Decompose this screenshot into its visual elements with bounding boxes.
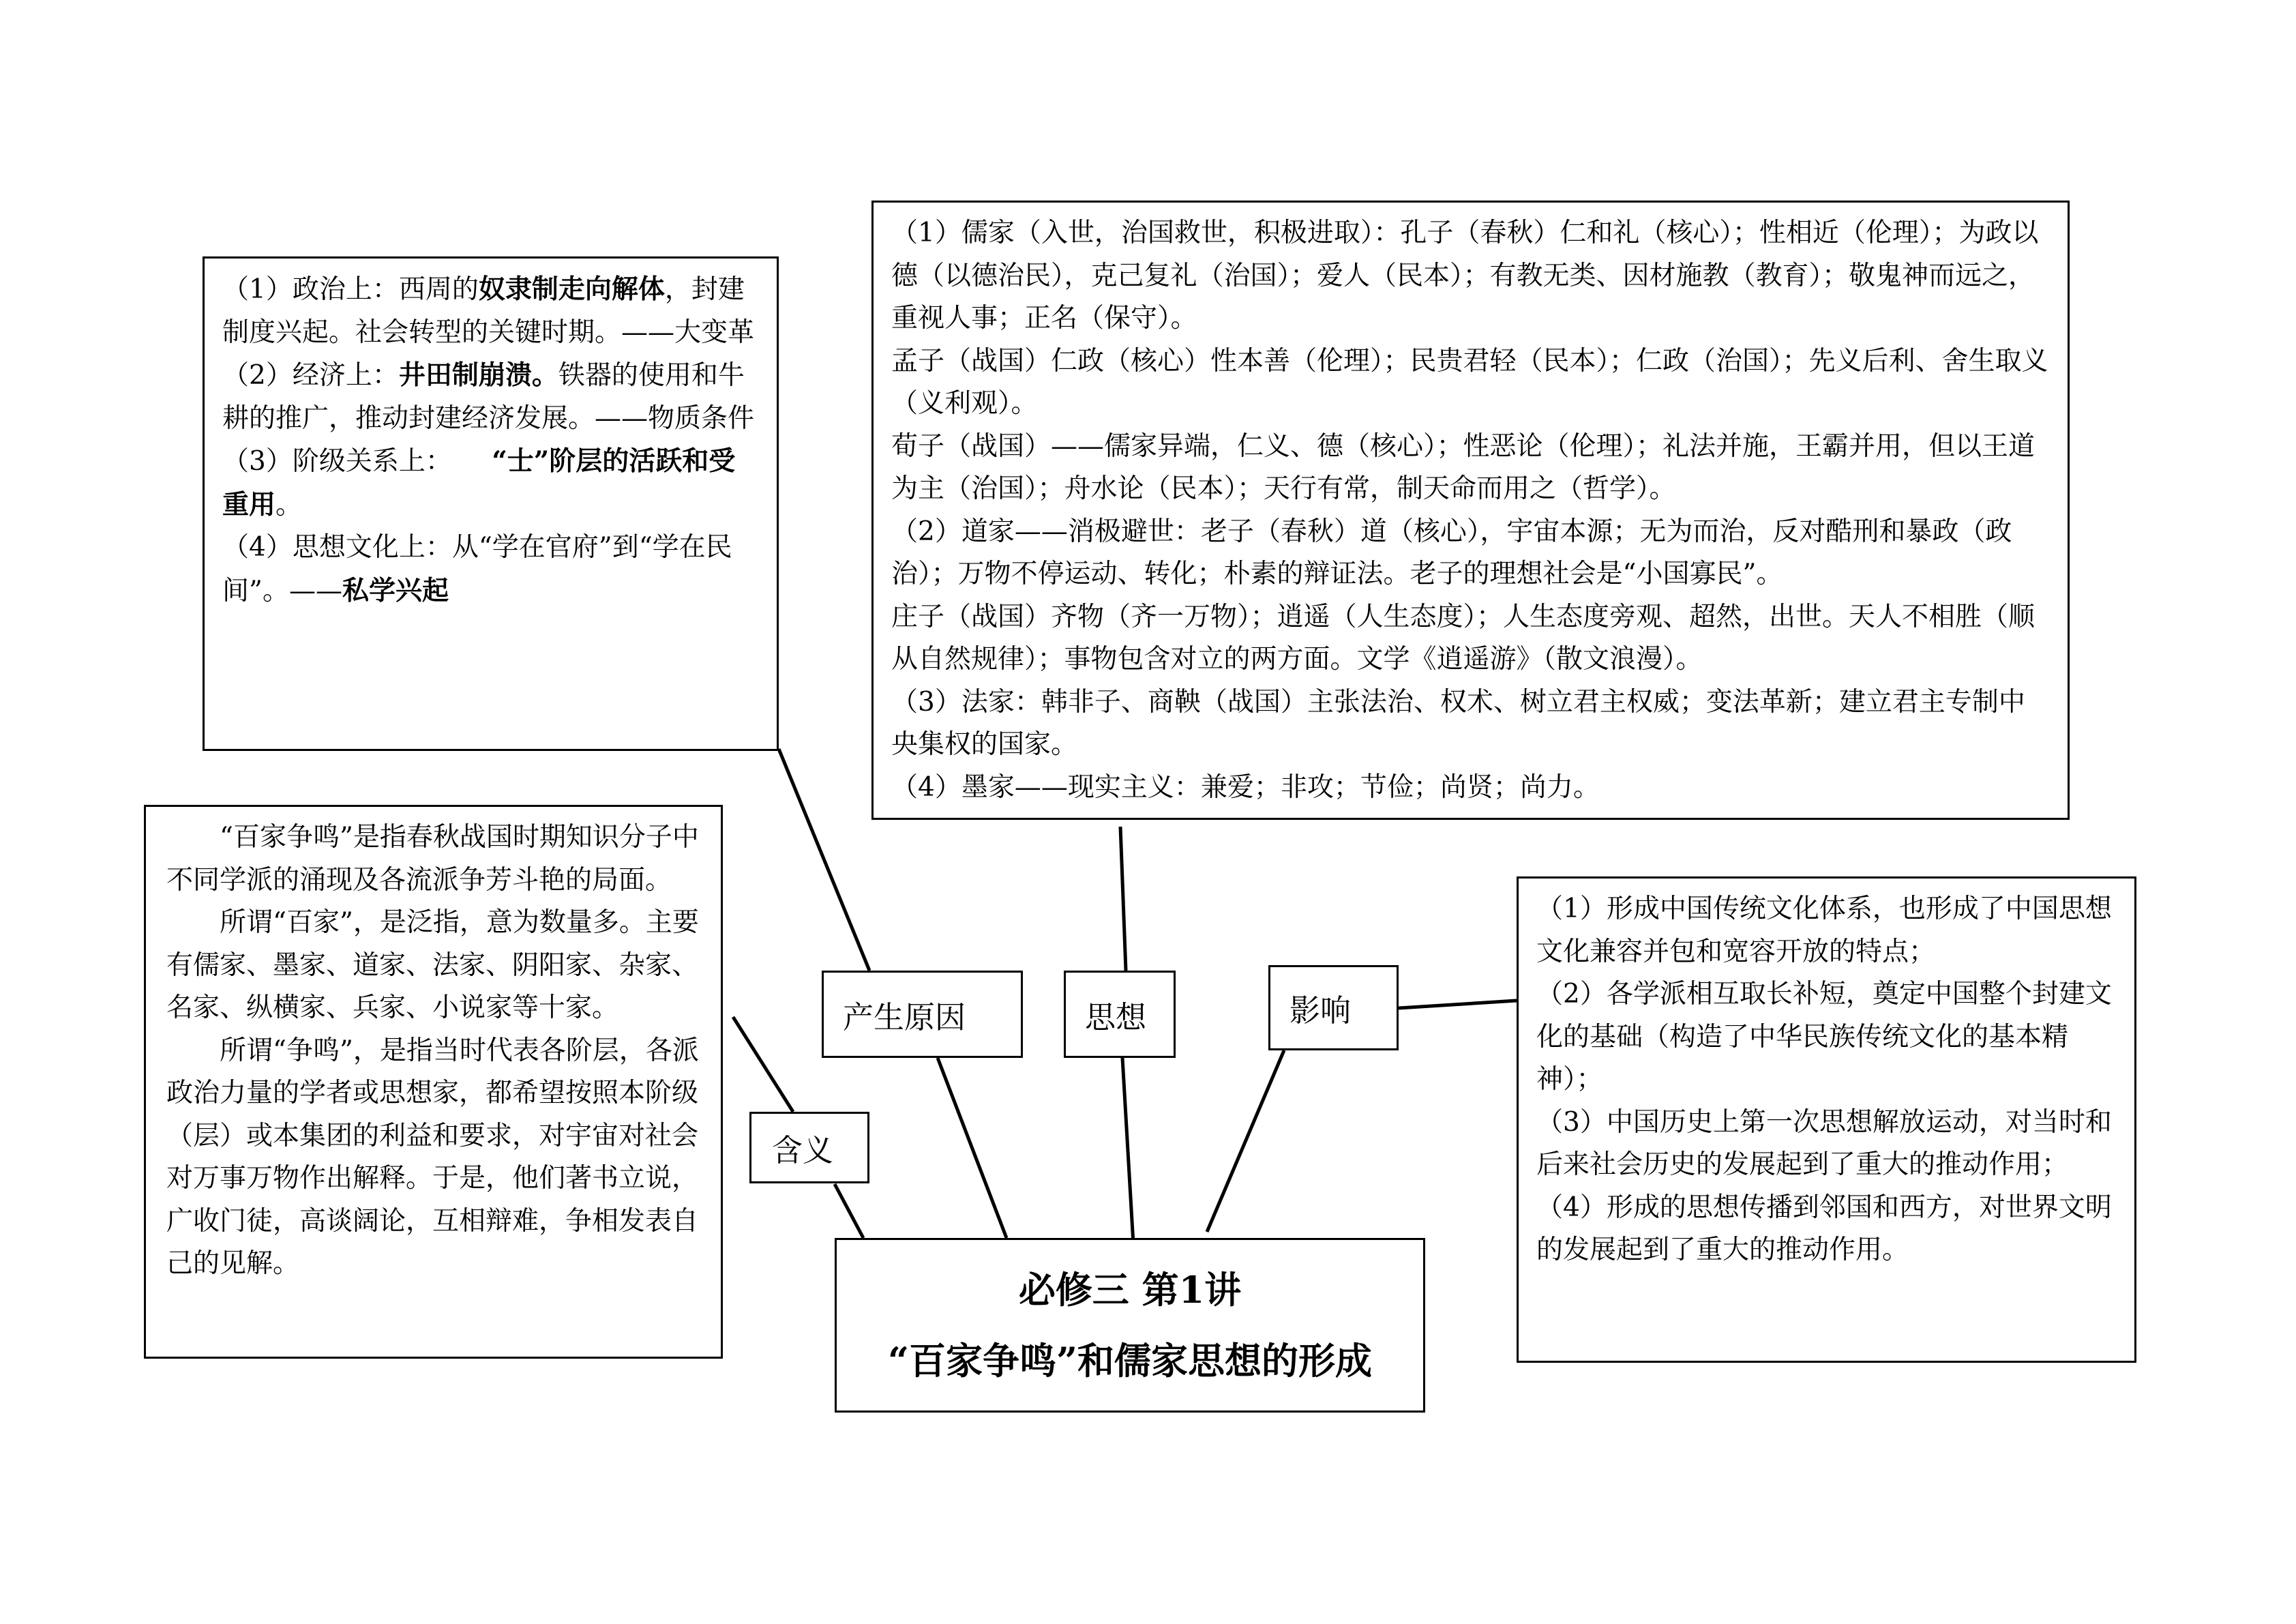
causes-text-run: （3）阶级关系上： bbox=[222, 446, 492, 477]
meaning-paragraph: 所谓“百家”，是泛指，意为数量多。主要有儒家、墨家、道家、法家、阴阳家、杂家、名家、纵横家、兵家、小说家等十家。 bbox=[166, 907, 699, 1023]
thought-text-run: 荀子（战国）——儒家异端，仁义、德（核心）；性恶论（伦理）；礼法并施，王霸并用，但以王道为主（治国）；舟水论（民本）；天行有常，制天命而用之（哲学）。 bbox=[891, 430, 2036, 504]
impact-paragraph: （3）中国历史上第一次思想解放运动，对当时和后来社会历史的发展起到了重大的推动作用； bbox=[1536, 1106, 2112, 1180]
thought-paragraph bbox=[891, 212, 2050, 340]
causes-text-run: 私学兴起 bbox=[342, 574, 449, 606]
causes-text-run: （2）经济上： bbox=[222, 360, 399, 391]
thought-paragraph bbox=[891, 511, 2050, 596]
connector-impact-to-center bbox=[1207, 1050, 1284, 1232]
connector-impact-to-box bbox=[1399, 1001, 1517, 1008]
causes-paragraph bbox=[222, 440, 759, 527]
label-causes-text: 产生原因 bbox=[843, 999, 966, 1035]
causes-box bbox=[203, 256, 779, 751]
label-impact bbox=[1268, 965, 1399, 1050]
label-meaning-text: 含义 bbox=[772, 1132, 834, 1168]
thought-text-run: （2）道家——消极避世：老子（春秋）道（核心），宇宙本源；无为而治，反对酷刑和暴政（政治）；万物不停运动、转化；朴素的辩证法。老子的理想社会是“小国寡民”。 bbox=[891, 516, 2012, 589]
causes-text-run: 铁器的使用和牛耕的推广，推动封建经济发展。——物质条件 bbox=[222, 360, 755, 434]
causes-text-run: （4）思想文化上：从“学在官府”到“学在民间”。—— bbox=[222, 532, 732, 606]
label-thought bbox=[1064, 971, 1176, 1058]
connector-causes-to-center bbox=[938, 1058, 1007, 1238]
connector-meaning-to-center bbox=[835, 1184, 863, 1238]
causes-paragraph bbox=[222, 268, 759, 354]
connector-meaning-to-box bbox=[733, 1017, 793, 1112]
impact-paragraph: （1）形成中国传统文化体系，也形成了中国思想文化兼容并包和宽容开放的特点； bbox=[1536, 894, 2112, 967]
center-title: 必修三 第1讲 bbox=[1018, 1268, 1242, 1312]
thought-paragraph bbox=[891, 767, 2050, 810]
label-impact-text: 影响 bbox=[1289, 992, 1352, 1029]
thought-text-run: （4）墨家——现实主义：兼爱；非攻；节俭；尚贤；尚力。 bbox=[891, 771, 1600, 803]
thought-paragraph bbox=[891, 681, 2050, 767]
thought-paragraph bbox=[891, 596, 2050, 681]
impact-paragraph: （4）形成的思想传播到邻国和西方，对世界文明的发展起到了重大的推动作用。 bbox=[1536, 1192, 2112, 1265]
meaning-paragraph: “百家争鸣”是指春秋战国时期知识分子中不同学派的涌现及各流派争芳斗艳的局面。 bbox=[166, 822, 699, 896]
causes-paragraph bbox=[222, 354, 759, 440]
causes-text-run: ，封建制度兴起。社会转型的关键时期。——大变革 bbox=[222, 274, 755, 348]
thought-paragraph bbox=[891, 340, 2050, 426]
connector-thought-to-center bbox=[1122, 1058, 1133, 1244]
label-thought-text: 思想 bbox=[1085, 999, 1147, 1035]
thought-text-run: 庄子（战国）齐物（齐一万物）；逍遥（人生态度）；人生态度旁观、超然，出世。天人不相胜（顺从自然规律）；事物包含对立的两方面。文学《逍遥游》（散文浪漫）。 bbox=[891, 601, 2036, 675]
thought-text-run: （3）法家：韩非子、商鞅（战国）主张法治、权术、树立君主权威；变法革新；建立君主专制中央集权的国家。 bbox=[891, 686, 2025, 760]
label-causes bbox=[822, 971, 1023, 1058]
meaning-box bbox=[144, 805, 723, 1359]
center-subtitle: “百家争鸣”和儒家思想的形成 bbox=[887, 1339, 1373, 1383]
thought-box bbox=[871, 201, 2070, 820]
causes-text-run: 奴隶制走向解体 bbox=[478, 274, 665, 305]
thought-text-run: 孟子（战国）仁政（核心）性本善（伦理）；民贵君轻（民本）；仁政（治国）；先义后利、舍生取义（义利观）。 bbox=[891, 345, 2048, 419]
thought-text-run: （1）儒家（入世，治国救世，积极进取）：孔子（春秋）仁和礼（核心）；性相近（伦理）；为政以德（以德治民），克己复礼（治国）；爱人（民本）；有教无类、因材施教（教育）；敬鬼神而远之，重视人事；正名（保守）。 bbox=[891, 218, 2039, 334]
causes-text-run: 井田制崩溃。 bbox=[398, 359, 558, 391]
causes-text-run: （1）政治上：西周的 bbox=[222, 274, 479, 305]
connector-thought-to-box bbox=[1120, 827, 1126, 971]
meaning-paragraph: 所谓“争鸣”，是指当时代表各阶层，各派政治力量的学者或思想家，都希望按照本阶级（层）或本集团的利益和要求，对宇宙对社会对万事万物作出解释。于是，他们著书立说，广收门徒，高谈阔论，互相辩难，争相发表自己的见解。 bbox=[166, 1035, 699, 1279]
center-topic-box bbox=[835, 1238, 1425, 1413]
connector-causes-to-box bbox=[779, 749, 869, 971]
impact-paragraph: （2）各学派相互取长补短，奠定中国整个封建文化的基础（构造了中华民族传统文化的基本精神）； bbox=[1536, 979, 2112, 1095]
thought-paragraph bbox=[891, 426, 2050, 511]
impact-box bbox=[1517, 876, 2136, 1363]
causes-text-run: “士”阶层的活跃和受重用 bbox=[222, 445, 736, 520]
causes-text-run: 。 bbox=[275, 489, 303, 520]
label-meaning bbox=[749, 1112, 869, 1183]
causes-paragraph bbox=[222, 527, 759, 612]
